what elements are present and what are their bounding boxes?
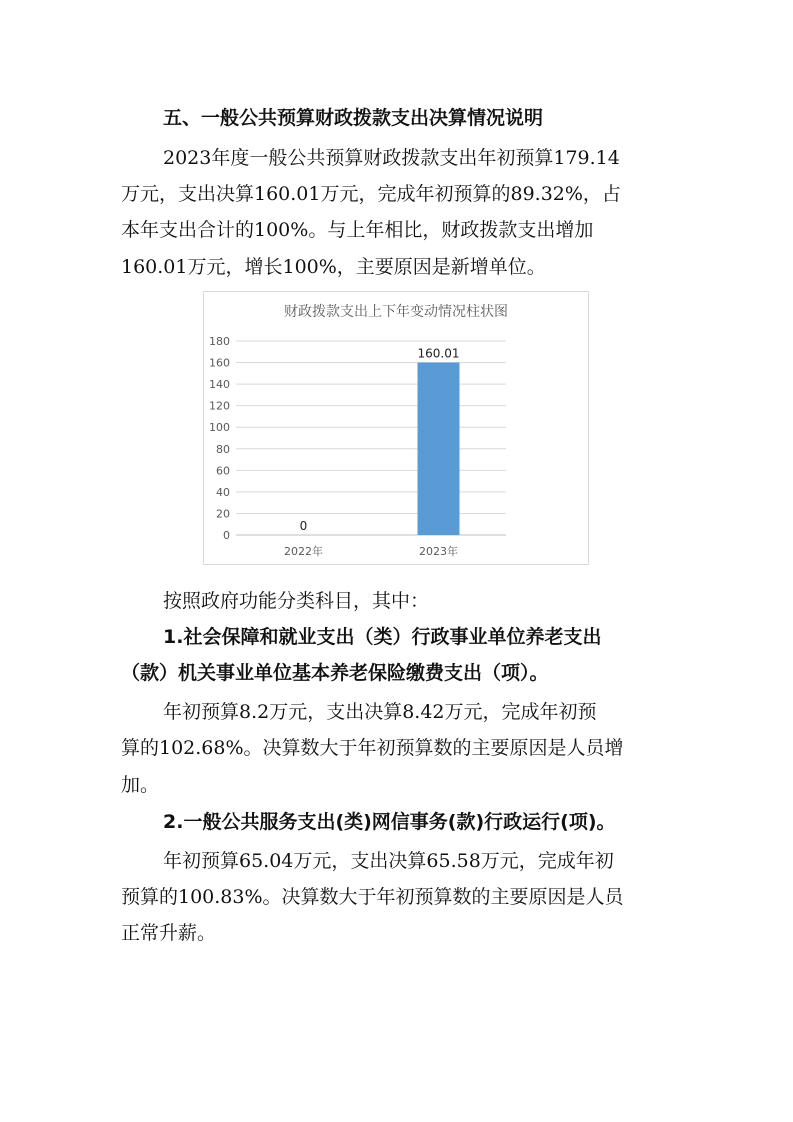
intro-line-3: 本年支出合计的100%。与上年相比，财政拨款支出增加: [121, 219, 594, 241]
bar: [418, 363, 460, 535]
y-tick-label: 100: [209, 421, 230, 435]
chart-title: 财政拨款支出上下年变动情况柱状图: [284, 304, 508, 320]
classification-intro: 按照政府功能分类科目，其中：: [163, 590, 430, 612]
intro-line-2: 万元，支出决算160.01万元，完成年初预算的89.32%，占: [121, 183, 621, 205]
item-1-body-line-2: 算的102.68%。决算数大于年初预算数的主要原因是人员增: [121, 737, 624, 759]
item-1-heading-line-1: 1.社会保障和就业支出（类）行政事业单位养老支出: [163, 626, 602, 648]
y-tick-label: 20: [216, 507, 230, 521]
x-tick-label: 2022年: [284, 545, 323, 558]
data-label: 0: [299, 519, 308, 533]
y-tick-label: 60: [216, 464, 230, 478]
item-2-body-line-3: 正常升薪。: [121, 922, 217, 944]
chart-canvas: [204, 292, 588, 564]
section-title: 五、一般公共预算财政拨款支出决算情况说明: [163, 107, 544, 129]
item-2-body-line-1: 年初预算65.04万元，支出决算65.58万元，完成年初: [163, 850, 614, 872]
item-2-heading: 2.一般公共服务支出(类)网信事务(款)行政运行(项)。: [163, 811, 616, 833]
data-label: 160.01: [417, 346, 460, 361]
y-tick-label: 120: [209, 399, 230, 413]
y-tick-label: 160: [209, 356, 230, 370]
intro-line-1: 2023年度一般公共预算财政拨款支出年初预算179.14: [163, 147, 620, 169]
item-1-body-line-1: 年初预算8.2万元，支出决算8.42万元，完成年初预: [163, 701, 597, 723]
x-tick-label: 2023年: [419, 545, 458, 558]
y-tick-label: 140: [209, 378, 230, 392]
y-tick-label: 40: [216, 485, 230, 499]
item-2-body-line-2: 预算的100.83%。决算数大于年初预算数的主要原因是人员: [121, 886, 624, 908]
y-tick-label: 0: [223, 529, 230, 542]
y-tick-label: 80: [216, 442, 230, 456]
intro-line-4: 160.01万元，增长100%，主要原因是新增单位。: [121, 256, 546, 278]
item-1-heading-line-2: （款）机关事业单位基本养老保险缴费支出（项）。: [121, 662, 549, 684]
y-tick-label: 180: [209, 335, 230, 348]
item-1-body-line-3: 加。: [121, 774, 160, 796]
bar-chart: [203, 291, 589, 565]
